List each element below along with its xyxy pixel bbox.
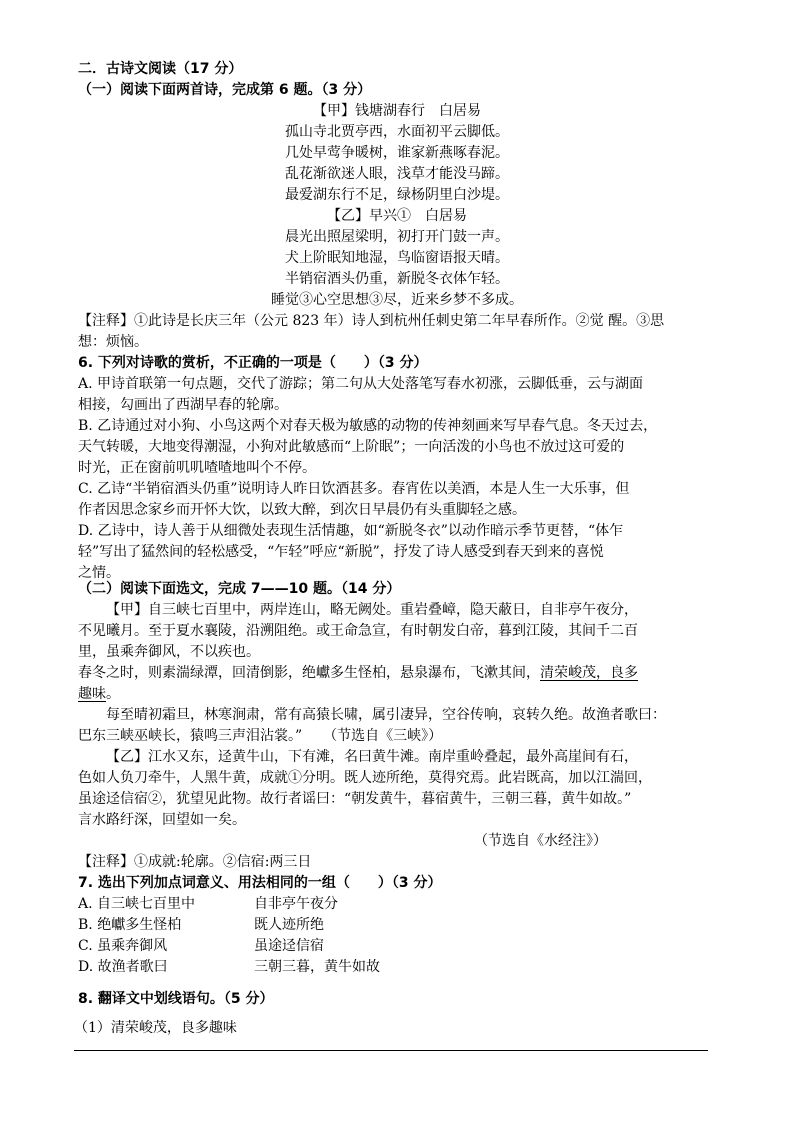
q6-option-line: 之情。 (78, 565, 120, 581)
passage-line: 色如人负刀牵牛，人黑牛黄，成就①分明。既人迹所绝，莫得究焉。此岩既高，加以江湍回， (78, 770, 652, 786)
q7-option-left: B. 绝巘多生怪柏 (78, 917, 182, 933)
passage-line: 言水路纡深，回望如一矣。 (78, 812, 246, 828)
poem-b-line: 半销宿酒头仍重，新脱冬衣体乍轻。 (285, 271, 509, 287)
poem-b-line: 晨光出照屋梁明，初打开门鼓一声。 (285, 229, 509, 245)
underlined-sentence: 趣味 (78, 686, 106, 702)
q7-option (78, 893, 718, 915)
q6-option-line: 作者因思念家乡而开怀大饮，以致大醉，到次日早晨仍有头重脚轻之感。 (78, 502, 526, 518)
q6-option-line: A. 甲诗首联第一句点题，交代了游踪；第二句从大处落笔写春水初涨，云脚低垂，云与湖面 (78, 376, 644, 392)
q6-option-line: B. 乙诗通过对小狗、小鸟这两个对春天极为敏感的动物的传神刻画来写早春气息。冬天过去， (78, 418, 658, 434)
q8-item: （1）清荣峻茂，良多趣味 (74, 1020, 237, 1036)
q7-stem: 7. 选出下列加点词意义、用法相同的一组（ ）（3 分） (78, 875, 442, 891)
q6-option-line: D. 乙诗中，诗人善于从细微处表现生活情趣，如“新脱冬衣”以动作暗示季节更替，“体乍 (78, 523, 624, 539)
poem-a-line: 乱花渐欲迷人眼，浅草才能没马蹄。 (285, 166, 509, 182)
section-title: 二．古诗文阅读（17 分） (78, 61, 243, 77)
part1-heading: （一）阅读下面两首诗，完成第 6 题。（3 分） (78, 82, 372, 98)
q6-option-line: 相接，勾画出了西湖早春的轮廓。 (78, 397, 288, 413)
passage-line: 每至晴初霜旦，林寒涧肃，常有高猿长啸，属引凄异，空谷传响，哀转久绝。故渔者歌曰： (106, 707, 666, 723)
q7-option-right: 虽途迳信宿 (254, 938, 324, 954)
q6-stem: 6. 下列对诗歌的赏析，不正确的一项是（ ）（3 分） (78, 355, 428, 371)
passage-line: 不见曦月。至于夏水襄陵，沿溯阻绝。或王命急宣，有时朝发白帝，暮到江陵，其间千二百 (78, 623, 638, 639)
q6-option-line: C. 乙诗“半销宿酒头仍重”说明诗人昨日饮酒甚多。春宵佐以美酒，本是人生一大乐事，但 (78, 481, 630, 497)
q7-option (78, 956, 718, 978)
q6-option-line: 轻”写出了猛然间的轻松感受，“乍轻”呼应“新脱”，抒发了诗人感受到春天到来的喜悦 (78, 544, 604, 560)
poem-a-line: 几处早莺争暖树，谁家新燕啄春泥。 (285, 145, 509, 161)
q7-option-left: D. 故渔者歌曰 (78, 959, 168, 975)
passage-note: 【注释】①成就:轮廓。②信宿:两三日 (78, 854, 312, 870)
passage-line: 【甲】自三峡七百里中，两岸连山，略无阙处。重岩叠嶂，隐天蔽日，自非亭午夜分， (106, 602, 638, 618)
note-line: 想：烦恼。 (78, 334, 148, 350)
poem-b-line: 睡觉③心空思想③尽，近来乡梦不多成。 (271, 292, 523, 308)
poem-a-line: 最爱湖东行不足，绿杨阴里白沙堤。 (285, 187, 509, 203)
passage-text: 。 (106, 686, 120, 702)
passage-line: 【乙】江水又东，迳黄牛山，下有滩，名曰黄牛滩。南岸重岭叠起，最外高崖间有石， (106, 749, 638, 765)
poem-a-title: 【甲】钱塘湖春行 白居易 (313, 103, 481, 119)
q7-option-left: C. 虽乘奔御风 (78, 938, 168, 954)
poem-a-line: 孤山寺北贾亭西，水面初平云脚低。 (285, 124, 509, 140)
passage-text: 春冬之时，则素湍绿潭，回清倒影，绝巘多生怪柏，悬泉瀑布，飞漱其间， (78, 665, 540, 681)
q6-option-line: 时光，正在窗前叽叽喳喳地叫个不停。 (78, 460, 316, 476)
part2-heading: （二）阅读下面选文，完成 7——10 题。（14 分） (78, 581, 401, 597)
passage-line (78, 683, 718, 705)
poem-b-line: 犬上阶眠知地湿，鸟临窗语报天晴。 (285, 250, 509, 266)
passage-source: （节选自《水经注》） (474, 833, 607, 849)
passage-line: 里，虽乘奔御风，不以疾也。 (78, 644, 260, 660)
q7-option-left: A. 自三峡七百里中 (78, 896, 196, 912)
q7-option-right: 既人迹所绝 (254, 917, 324, 933)
underlined-sentence: 清荣峻茂，良多 (540, 665, 638, 681)
answer-line (74, 1050, 708, 1051)
q6-option-line: 天气转暖，大地变得潮湿，小狗对此敏感而“上阶眠”；一向活泼的小鸟也不放过这可爱的 (78, 439, 625, 455)
q7-option-right: 自非亭午夜分 (254, 896, 338, 912)
q7-option-right: 三朝三暮，黄牛如故 (254, 959, 380, 975)
q7-option (78, 914, 718, 936)
q7-option (78, 935, 718, 957)
passage-line (78, 662, 718, 684)
passage-line: 虽途迳信宿②，犹望见此物。故行者谣曰：“朝发黄牛，暮宿黄牛，三朝三暮，黄牛如故。” (78, 791, 632, 807)
note-line: 【注释】①此诗是长庆三年（公元 823 年）诗人到杭州任刺史第二年早春所作。②觉 醒。③思 (78, 313, 665, 329)
passage-line: 巴东三峡巫峡长，猿鸣三声泪沾裳。” （节选自《三峡》） (78, 728, 443, 744)
q8-stem: 8. 翻译文中划线语句。（5 分） (78, 991, 274, 1007)
poem-b-title: 【乙】早兴① 白居易 (327, 208, 467, 224)
